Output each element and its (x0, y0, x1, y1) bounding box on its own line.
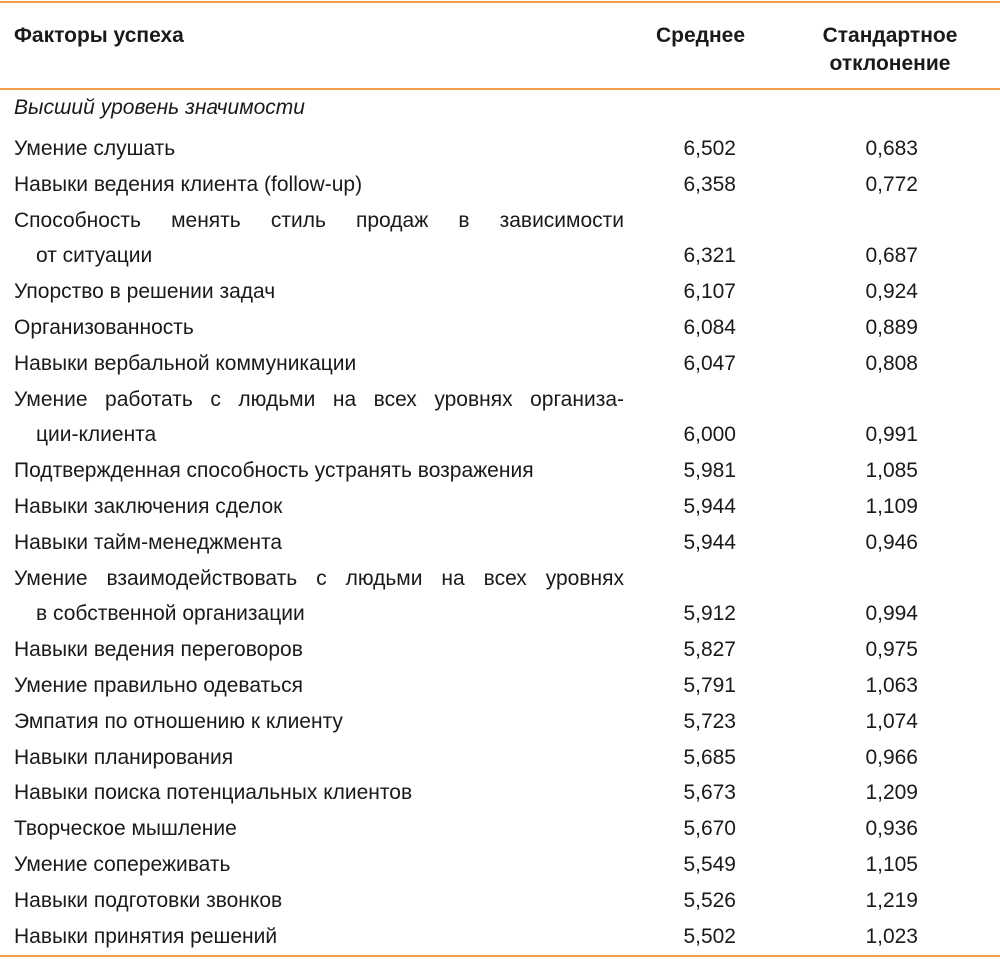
factor-label: Навыки планирования (14, 745, 234, 769)
std-dev-value: 0,991 (865, 423, 918, 447)
mean-value: 5,549 (683, 852, 736, 876)
factor-label (0, 561, 624, 633)
factor-label: Навыки заключения сделок (14, 494, 283, 518)
factor-label-line1: Умение взаимодействовать с людьми на всех уровнях (14, 566, 624, 590)
top-rule (0, 1, 1000, 3)
table-row (0, 274, 1000, 310)
header-factors: Факторы успеха (14, 24, 184, 47)
factor-label-line2: от ситуации (36, 244, 153, 268)
factor-label: Навыки ведения клиента (follow-up) (14, 172, 363, 196)
header-mean: Среднее (656, 24, 746, 47)
factor-label: Упорство в решении задач (14, 280, 276, 304)
table-row (0, 525, 1000, 561)
mean-value: 5,526 (683, 888, 736, 912)
mean-value: 5,791 (683, 673, 736, 697)
table-row (0, 847, 1000, 883)
factor-label: Навыки поиска потенциальных клиентов (14, 781, 413, 805)
factor-label: Навыки тайм-менеджмента (14, 530, 283, 554)
mean-value: 5,685 (683, 745, 736, 769)
header-std-dev (812, 22, 968, 78)
std-dev-value: 1,023 (865, 924, 918, 948)
factor-label-line2: в собственной организации (36, 602, 305, 626)
table-row (0, 167, 1000, 203)
mean-value: 6,502 (683, 137, 736, 160)
factor-label (0, 203, 624, 275)
std-dev-value: 0,687 (865, 244, 918, 268)
table-row (0, 203, 1000, 275)
std-dev-value: 0,936 (865, 817, 918, 841)
factor-label: Эмпатия по отношению к клиенту (14, 709, 343, 733)
table-row (0, 811, 1000, 847)
factor-label: Умение сопереживать (14, 852, 231, 876)
table-row (0, 704, 1000, 740)
table-body (0, 131, 1000, 954)
header-std-dev-line2: отклонение (829, 52, 951, 75)
mean-value: 5,912 (683, 602, 736, 626)
table-row (0, 668, 1000, 704)
std-dev-value: 1,105 (865, 852, 918, 876)
mean-value: 6,358 (683, 172, 736, 196)
factor-label-line1: Умение работать с людьми на всех уровнях организа- (14, 387, 624, 411)
table-row (0, 632, 1000, 668)
std-dev-value: 0,946 (865, 530, 918, 554)
table-row (0, 883, 1000, 919)
bottom-rule (0, 955, 1000, 957)
mean-value: 5,944 (683, 494, 736, 518)
mean-value: 6,084 (683, 315, 736, 339)
mean-value: 6,047 (683, 351, 736, 375)
table-row (0, 382, 1000, 454)
factor-label (0, 382, 624, 454)
factor-label: Навыки принятия решений (14, 924, 278, 948)
table-row (0, 919, 1000, 955)
mean-value: 5,827 (683, 638, 736, 662)
std-dev-value: 0,966 (865, 745, 918, 769)
std-dev-value: 0,772 (865, 172, 918, 196)
table-row (0, 453, 1000, 489)
std-dev-value: 1,074 (865, 709, 918, 733)
table-row (0, 740, 1000, 776)
header-std-dev-line1: Стандартное (822, 24, 958, 47)
mean-value: 5,670 (683, 817, 736, 841)
factor-label-line1: Способность менять стиль продаж в зависимости (14, 208, 624, 232)
factor-label: Творческое мышление (14, 817, 237, 841)
std-dev-value: 1,219 (865, 888, 918, 912)
section-title: Высший уровень значимости (14, 96, 305, 119)
table-row (0, 489, 1000, 525)
header-rule (0, 88, 1000, 90)
mean-value: 5,981 (683, 459, 736, 483)
mean-value: 5,723 (683, 709, 736, 733)
table-row (0, 131, 1000, 167)
std-dev-value: 0,889 (865, 315, 918, 339)
mean-value: 6,000 (683, 423, 736, 447)
factor-label-line2: ции-клиента (36, 423, 157, 447)
mean-value: 5,502 (683, 924, 736, 948)
std-dev-value: 0,924 (865, 280, 918, 304)
factor-label: Навыки подготовки звонков (14, 888, 283, 912)
std-dev-value: 1,209 (865, 781, 918, 805)
std-dev-value: 0,975 (865, 638, 918, 662)
factor-label: Навыки вербальной коммуникации (14, 351, 357, 375)
table-row (0, 346, 1000, 382)
factor-label: Умение слушать (14, 137, 176, 160)
std-dev-value: 1,109 (865, 494, 918, 518)
mean-value: 6,321 (683, 244, 736, 268)
table-row (0, 775, 1000, 811)
std-dev-value: 0,994 (865, 602, 918, 626)
std-dev-value: 0,808 (865, 351, 918, 375)
factor-label: Подтвержденная способность устранять возражения (14, 459, 534, 483)
mean-value: 5,944 (683, 530, 736, 554)
mean-value: 5,673 (683, 781, 736, 805)
factor-label: Организованность (14, 315, 194, 339)
std-dev-value: 0,683 (865, 137, 918, 160)
table-row (0, 561, 1000, 633)
factor-label: Умение правильно одеваться (14, 673, 303, 697)
std-dev-value: 1,085 (865, 459, 918, 483)
factor-label: Навыки ведения переговоров (14, 638, 303, 662)
std-dev-value: 1,063 (865, 673, 918, 697)
mean-value: 6,107 (683, 280, 736, 304)
table-row (0, 310, 1000, 346)
